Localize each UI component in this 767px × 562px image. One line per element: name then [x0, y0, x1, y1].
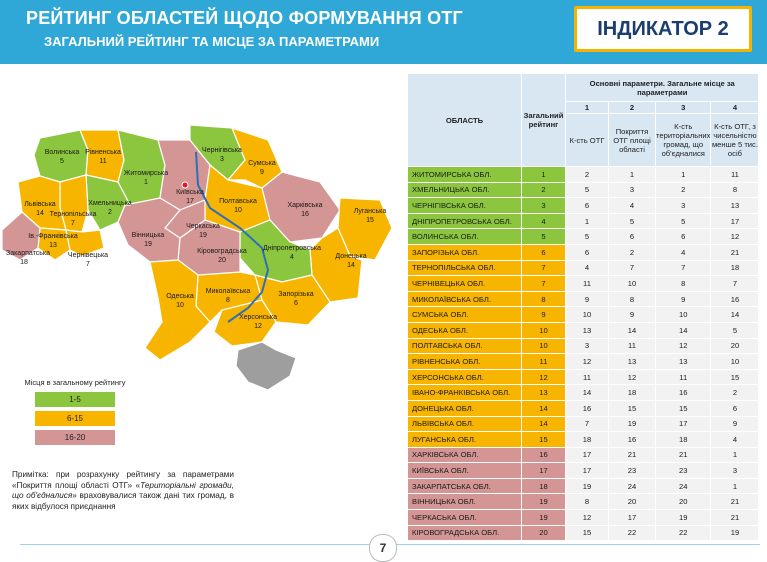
param-rank-cell: 17: [566, 447, 609, 463]
param-rank-cell: 5: [566, 229, 609, 245]
param-rank-cell: 19: [609, 416, 656, 432]
param-rank-cell: 13: [566, 322, 609, 338]
param-rank-cell: 10: [711, 354, 759, 370]
param-rank-cell: 11: [711, 167, 759, 183]
param-rank-cell: 11: [656, 369, 711, 385]
param-rank-cell: 21: [711, 510, 759, 526]
region-name-cell: МИКОЛАЇВСЬКА ОБЛ.: [408, 291, 522, 307]
legend-item-green: 1-5: [35, 392, 115, 407]
legend: [20, 378, 130, 445]
table-row: [408, 447, 759, 463]
table-row: [408, 198, 759, 214]
map-label-name: Сумська: [248, 160, 276, 167]
param-rank-cell: 20: [711, 338, 759, 354]
param-rank-cell: 18: [656, 432, 711, 448]
overall-rank-cell: 14: [522, 416, 566, 432]
region-name-cell: ТЕРНОПІЛЬСЬКА ОБЛ.: [408, 260, 522, 276]
param-rank-cell: 11: [609, 338, 656, 354]
param-rank-cell: 3: [711, 463, 759, 479]
overall-rank-cell: 10: [522, 338, 566, 354]
param-rank-cell: 4: [566, 260, 609, 276]
param-rank-cell: 16: [656, 385, 711, 401]
param-rank-cell: 16: [609, 432, 656, 448]
map-label-rank: 10: [234, 207, 242, 214]
table-row: [408, 432, 759, 448]
param-rank-cell: 23: [656, 463, 711, 479]
param-rank-cell: 10: [656, 307, 711, 323]
overall-rank-cell: 8: [522, 291, 566, 307]
param-rank-cell: 9: [609, 307, 656, 323]
map-label-name: Львівська: [24, 201, 56, 208]
map-label-name: Дніпропетровська: [262, 245, 322, 252]
legend-item-orange: 6-15: [35, 411, 115, 426]
param-rank-cell: 2: [711, 385, 759, 401]
param-rank-cell: 14: [609, 322, 656, 338]
param-rank-cell: 5: [566, 182, 609, 198]
map-label-name: Житомирська: [123, 170, 169, 177]
param-rank-cell: 20: [656, 494, 711, 510]
table-row: [408, 494, 759, 510]
param-num: 1: [566, 102, 609, 114]
param-rank-cell: 13: [609, 354, 656, 370]
map-label-rank: 19: [144, 241, 152, 248]
table-row: [408, 385, 759, 401]
overall-rank-cell: 15: [522, 432, 566, 448]
param-rank-cell: 12: [711, 229, 759, 245]
param-rank-cell: 17: [609, 510, 656, 526]
param-rank-cell: 10: [609, 276, 656, 292]
region-name-cell: ДОНЕЦЬКА ОБЛ.: [408, 400, 522, 416]
indicator-label: ІНДИКАТОР 2: [597, 18, 729, 40]
map-label-name: Черкаська: [186, 223, 220, 230]
param-rank-cell: 7: [566, 416, 609, 432]
map-label-name: Вінницька: [131, 232, 165, 239]
map-label-rank: 3: [220, 156, 224, 163]
param-rank-cell: 8: [566, 494, 609, 510]
param-rank-cell: 22: [609, 525, 656, 541]
param-rank-cell: 5: [656, 213, 711, 229]
region-name-cell: ВОЛИНСЬКА ОБЛ.: [408, 229, 522, 245]
col-header-region: ОБЛАСТЬ: [408, 74, 522, 167]
param-name: К-сть територіальних громад, що об'єдналися: [656, 114, 711, 167]
map-label-name: Полтавська: [219, 198, 257, 205]
param-rank-cell: 1: [609, 167, 656, 183]
map-label-rank: 10: [176, 302, 184, 309]
table-row: [408, 400, 759, 416]
overall-rank-cell: 13: [522, 385, 566, 401]
table-row: [408, 229, 759, 245]
param-rank-cell: 5: [609, 213, 656, 229]
param-rank-cell: 1: [566, 213, 609, 229]
param-rank-cell: 3: [566, 338, 609, 354]
param-rank-cell: 18: [566, 432, 609, 448]
map-label-name: Чернігівська: [202, 147, 242, 154]
param-rank-cell: 6: [609, 229, 656, 245]
map-label-rank: 9: [260, 169, 264, 176]
map-label-rank: 15: [366, 217, 374, 224]
map-label-rank: 1: [144, 179, 148, 186]
param-rank-cell: 21: [609, 447, 656, 463]
table-row: [408, 260, 759, 276]
region-name-cell: ХАРКІВСЬКА ОБЛ.: [408, 447, 522, 463]
region-name-cell: ЗАКАРПАТСЬКА ОБЛ.: [408, 478, 522, 494]
map-label-name: Волинська: [44, 149, 80, 156]
param-rank-cell: 14: [566, 385, 609, 401]
map-label-name: Харківська: [287, 202, 323, 209]
col-header-overall: Загальний рейтинг: [522, 74, 566, 167]
page-number: 7: [369, 534, 397, 562]
region-name-cell: ЧЕРНІВЕЦЬКА ОБЛ.: [408, 276, 522, 292]
region-name-cell: ЗАПОРІЗЬКА ОБЛ.: [408, 244, 522, 260]
map-label-name: Донецька: [335, 253, 367, 260]
param-rank-cell: 8: [711, 182, 759, 198]
indicator-badge: [574, 6, 752, 52]
footnote-text-2: » враховувалися також дані тих громад, в яких відбулося приєднання: [12, 491, 234, 511]
param-rank-cell: 19: [711, 525, 759, 541]
map-label-name: Закарпатська: [5, 250, 51, 257]
map-label-rank: 19: [199, 232, 207, 239]
region-name-cell: ХЕРСОНСЬКА ОБЛ.: [408, 369, 522, 385]
overall-rank-cell: 9: [522, 307, 566, 323]
map-label-rank: 7: [86, 261, 90, 268]
table-row: [408, 307, 759, 323]
map-label-name: Тернопільська: [49, 211, 97, 218]
region-name-cell: ХМЕЛЬНИЦЬКА ОБЛ.: [408, 182, 522, 198]
param-rank-cell: 19: [656, 510, 711, 526]
map-label-rank: 17: [186, 198, 194, 205]
page-title: РЕЙТИНГ ОБЛАСТЕЙ ЩОДО ФОРМУВАННЯ ОТГ: [26, 8, 463, 28]
header-banner: [0, 0, 767, 64]
region-name-cell: ДНІПРОПЕТРОВСЬКА ОБЛ.: [408, 213, 522, 229]
param-rank-cell: 23: [609, 463, 656, 479]
table-row: [408, 354, 759, 370]
overall-rank-cell: 14: [522, 400, 566, 416]
param-rank-cell: 7: [609, 260, 656, 276]
region-name-cell: КИЇВСЬКА ОБЛ.: [408, 463, 522, 479]
table-row: [408, 369, 759, 385]
overall-rank-cell: 11: [522, 354, 566, 370]
param-rank-cell: 11: [566, 276, 609, 292]
region-name-cell: ЛЬВІВСЬКА ОБЛ.: [408, 416, 522, 432]
overall-rank-cell: 10: [522, 322, 566, 338]
map-label-rank: 11: [99, 158, 107, 165]
param-rank-cell: 6: [566, 198, 609, 214]
legend-item-pink: 16-20: [35, 430, 115, 445]
region-name-cell: СУМСЬКА ОБЛ.: [408, 307, 522, 323]
param-name: Покриття ОТГ площі області: [609, 114, 656, 167]
map-label-name: Херсонська: [238, 314, 278, 321]
region-name-cell: РІВНЕНСЬКА ОБЛ.: [408, 354, 522, 370]
region-name-cell: ВІННИЦЬКА ОБЛ.: [408, 494, 522, 510]
overall-rank-cell: 16: [522, 447, 566, 463]
param-rank-cell: 24: [656, 478, 711, 494]
overall-rank-cell: 7: [522, 276, 566, 292]
param-rank-cell: 13: [656, 354, 711, 370]
param-rank-cell: 15: [711, 369, 759, 385]
param-rank-cell: 12: [566, 354, 609, 370]
map-label-name: Чернівецька: [67, 252, 109, 259]
table-row: [408, 338, 759, 354]
table-row: [408, 291, 759, 307]
footnote: [12, 470, 234, 512]
param-rank-cell: 21: [711, 494, 759, 510]
param-rank-cell: 24: [609, 478, 656, 494]
param-rank-cell: 14: [656, 322, 711, 338]
overall-rank-cell: 4: [522, 213, 566, 229]
map-label-rank: 18: [20, 259, 28, 266]
param-rank-cell: 20: [609, 494, 656, 510]
region-name-cell: ІВАНО-ФРАНКІВСЬКА ОБЛ.: [408, 385, 522, 401]
kyiv-city-marker: [182, 182, 188, 188]
param-rank-cell: 9: [566, 291, 609, 307]
footnote-italic: Територіальні громади, що об'єдналися: [12, 480, 235, 500]
rating-table: [407, 73, 759, 541]
table-row: [408, 510, 759, 526]
col-header-params: Основні параметри. Загальне місце за параметрами: [566, 74, 759, 102]
region-name-cell: ЖИТОМИРСЬКА ОБЛ.: [408, 167, 522, 183]
param-rank-cell: 15: [566, 525, 609, 541]
table-row: [408, 478, 759, 494]
region-name-cell: КІРОВОГРАДСЬКА ОБЛ.: [408, 525, 522, 541]
region-name-cell: ОДЕСЬКА ОБЛ.: [408, 322, 522, 338]
overall-rank-cell: 19: [522, 494, 566, 510]
overall-rank-cell: 3: [522, 198, 566, 214]
param-rank-cell: 18: [711, 260, 759, 276]
overall-rank-cell: 1: [522, 167, 566, 183]
map-label-rank: 8: [226, 297, 230, 304]
map-label-rank: 4: [290, 254, 294, 261]
param-rank-cell: 11: [566, 369, 609, 385]
param-rank-cell: 17: [566, 463, 609, 479]
map-label-rank: 16: [301, 211, 309, 218]
param-rank-cell: 4: [656, 244, 711, 260]
param-rank-cell: 12: [566, 510, 609, 526]
map-label-rank: 2: [108, 209, 112, 216]
region-name-cell: ЧЕРНІГІВСЬКА ОБЛ.: [408, 198, 522, 214]
param-rank-cell: 16: [566, 400, 609, 416]
map-label-name: Одеська: [166, 293, 194, 300]
param-rank-cell: 9: [711, 416, 759, 432]
param-rank-cell: 3: [656, 198, 711, 214]
param-rank-cell: 6: [656, 229, 711, 245]
param-rank-cell: 10: [566, 307, 609, 323]
map-label-rank: 6: [294, 300, 298, 307]
param-rank-cell: 13: [711, 198, 759, 214]
param-rank-cell: 3: [609, 182, 656, 198]
overall-rank-cell: 2: [522, 182, 566, 198]
overall-rank-cell: 20: [522, 525, 566, 541]
table-row: [408, 463, 759, 479]
param-num: 4: [711, 102, 759, 114]
param-rank-cell: 8: [609, 291, 656, 307]
table-row: [408, 167, 759, 183]
table-row: [408, 213, 759, 229]
map-label-rank: 12: [254, 323, 262, 330]
region-name-cell: ЛУГАНСЬКА ОБЛ.: [408, 432, 522, 448]
param-rank-cell: 6: [711, 400, 759, 416]
param-rank-cell: 22: [656, 525, 711, 541]
param-num: 3: [656, 102, 711, 114]
param-rank-cell: 4: [711, 432, 759, 448]
overall-rank-cell: 12: [522, 369, 566, 385]
map-label-rank: 13: [49, 242, 57, 249]
map-label-rank: 7: [71, 220, 75, 227]
map-label-name: Ів.-Франківська: [28, 233, 78, 240]
table-row: [408, 322, 759, 338]
overall-rank-cell: 5: [522, 229, 566, 245]
param-rank-cell: 21: [711, 244, 759, 260]
table-row: [408, 525, 759, 541]
param-rank-cell: 19: [566, 478, 609, 494]
table-row: [408, 416, 759, 432]
map-label-rank: 14: [36, 210, 44, 217]
legend-title: Місця в загальному рейтингу: [24, 378, 126, 387]
rating-table-body: [408, 167, 759, 541]
footnote-text-1: Примітка: при розрахунку рейтингу за параметрами «Покриття площі області ОТГ» «: [12, 470, 234, 490]
param-rank-cell: 18: [609, 385, 656, 401]
param-rank-cell: 17: [656, 416, 711, 432]
param-rank-cell: 4: [609, 198, 656, 214]
page-subtitle: ЗАГАЛЬНИЙ РЕЙТИНГ ТА МІСЦЕ ЗА ПАРАМЕТРАМИ: [44, 34, 380, 49]
table-row: [408, 182, 759, 198]
region-name-cell: ПОЛТАВСЬКА ОБЛ.: [408, 338, 522, 354]
param-num: 2: [609, 102, 656, 114]
map-label-name: Запорізька: [278, 291, 314, 298]
map-label-rank: 5: [60, 158, 64, 165]
param-rank-cell: 9: [656, 291, 711, 307]
param-rank-cell: 2: [656, 182, 711, 198]
param-rank-cell: 16: [711, 291, 759, 307]
param-rank-cell: 1: [656, 167, 711, 183]
region-volynska: [34, 130, 88, 182]
map-label-name: Київська: [176, 189, 204, 196]
param-name: К-сть ОТГ, з чисельністю менше 5 тис. осіб: [711, 114, 759, 167]
param-rank-cell: 12: [656, 338, 711, 354]
param-rank-cell: 12: [609, 369, 656, 385]
map-label-name: Миколаївська: [205, 288, 251, 295]
param-rank-cell: 1: [711, 447, 759, 463]
param-rank-cell: 15: [656, 400, 711, 416]
param-rank-cell: 17: [711, 213, 759, 229]
param-rank-cell: 1: [711, 478, 759, 494]
param-rank-cell: 8: [656, 276, 711, 292]
param-name: К-сть ОТГ: [566, 114, 609, 167]
map-label-name: Кіровоградська: [197, 248, 247, 255]
region-crimea: [236, 342, 296, 390]
map-label-name: Рівненська: [85, 149, 121, 156]
overall-rank-cell: 18: [522, 478, 566, 494]
param-rank-cell: 21: [656, 447, 711, 463]
map-label-name: Хмельницька: [88, 200, 132, 207]
map-label-rank: 20: [218, 257, 226, 264]
param-rank-cell: 15: [609, 400, 656, 416]
region-name-cell: ЧЕРКАСЬКА ОБЛ.: [408, 510, 522, 526]
overall-rank-cell: 17: [522, 463, 566, 479]
map-label-name: Луганська: [353, 208, 387, 215]
overall-rank-cell: 19: [522, 510, 566, 526]
param-rank-cell: 5: [711, 322, 759, 338]
param-rank-cell: 7: [711, 276, 759, 292]
param-rank-cell: 6: [566, 244, 609, 260]
overall-rank-cell: 6: [522, 244, 566, 260]
overall-rank-cell: 7: [522, 260, 566, 276]
ukraine-map: [0, 110, 400, 410]
param-rank-cell: 2: [566, 167, 609, 183]
map-label-rank: 14: [347, 262, 355, 269]
table-row: [408, 244, 759, 260]
param-rank-cell: 7: [656, 260, 711, 276]
table-row: [408, 276, 759, 292]
param-rank-cell: 2: [609, 244, 656, 260]
param-rank-cell: 14: [711, 307, 759, 323]
